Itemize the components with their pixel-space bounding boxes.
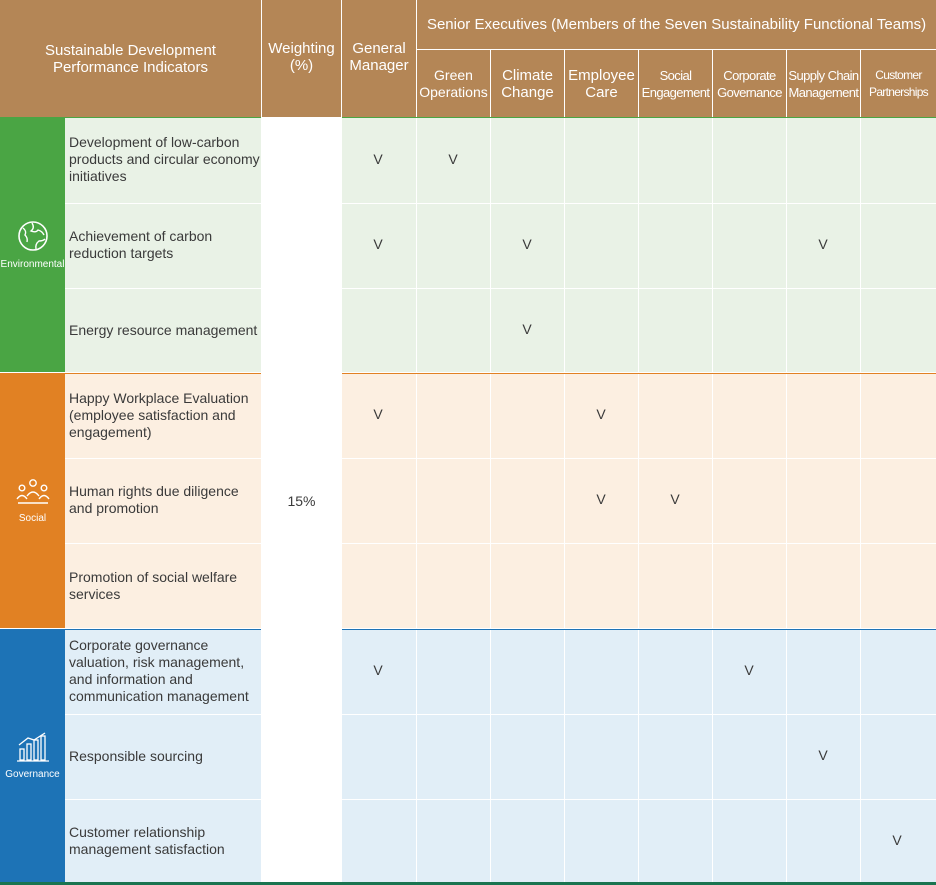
category-governance bbox=[0, 629, 65, 882]
category-band-marks bbox=[342, 117, 936, 372]
category-label: Environmental bbox=[0, 259, 65, 270]
responsibility-mark: V bbox=[596, 491, 606, 507]
row-separator bbox=[342, 458, 936, 459]
category-band-marks bbox=[342, 629, 936, 882]
column-separator bbox=[712, 118, 713, 372]
indicator-label: Customer relationship management satisfaction bbox=[69, 823, 225, 857]
column-separator bbox=[564, 630, 565, 882]
header-weighting: Weighting (%) bbox=[262, 0, 341, 117]
column-separator bbox=[786, 630, 787, 882]
responsibility-mark: V bbox=[892, 831, 902, 848]
header-team-green-operations: Green Operations bbox=[417, 50, 490, 117]
responsibility-mark: V bbox=[373, 150, 383, 167]
column-separator bbox=[416, 374, 417, 628]
header-team-customer-partnerships: Customer Partnerships bbox=[861, 50, 936, 117]
responsibility-mark: V bbox=[818, 747, 828, 763]
column-separator bbox=[490, 374, 491, 628]
column-separator bbox=[786, 118, 787, 372]
indicator-label: Corporate governance valuation, risk management, and information and communication management bbox=[69, 637, 249, 704]
responsibility-mark: V bbox=[670, 491, 680, 507]
column-separator bbox=[712, 630, 713, 882]
header-team-employee-care: Employee Care bbox=[565, 50, 638, 117]
responsibility-mark: V bbox=[744, 662, 754, 678]
header-team-social-engagement: Social Engagement bbox=[639, 50, 712, 117]
header-team-supply-chain-management: Supply Chain Management bbox=[787, 50, 860, 117]
category-social bbox=[0, 373, 65, 628]
category-label: Governance bbox=[5, 769, 60, 780]
row-separator bbox=[342, 203, 936, 204]
indicator-label: Promotion of social welfare services bbox=[69, 568, 238, 602]
column-separator bbox=[638, 630, 639, 882]
column-separator bbox=[638, 374, 639, 628]
responsibility-mark: V bbox=[522, 321, 532, 337]
column-separator bbox=[490, 118, 491, 372]
column-separator bbox=[416, 630, 417, 882]
column-separator bbox=[712, 374, 713, 628]
indicator-label: Development of low-carbon products and circular economy initiatives bbox=[69, 134, 260, 184]
column-separator bbox=[490, 630, 491, 882]
category-top-line bbox=[342, 629, 936, 630]
category-top-line bbox=[342, 373, 936, 374]
indicator-label: Human rights due diligence and promotion bbox=[69, 483, 239, 516]
column-separator bbox=[786, 374, 787, 628]
category-environmental bbox=[0, 117, 65, 372]
responsibility-mark: V bbox=[373, 662, 383, 678]
indicator-label: Responsible sourcing bbox=[69, 747, 203, 764]
people-group-icon bbox=[14, 477, 52, 507]
header-team-climate-change: Climate Change bbox=[491, 50, 564, 117]
weighting-value: 15% bbox=[287, 493, 316, 509]
column-separator bbox=[564, 118, 565, 372]
row-separator bbox=[342, 714, 936, 715]
responsibility-mark: V bbox=[522, 236, 532, 252]
category-top-line bbox=[342, 117, 936, 118]
category-label: Social bbox=[18, 513, 47, 524]
header-senior-executives: Senior Executives (Members of the Seven Sustainability Functional Teams) bbox=[417, 0, 936, 49]
weighting-value-cell bbox=[261, 117, 342, 885]
indicator-label: Energy resource management bbox=[69, 321, 258, 338]
column-separator bbox=[860, 374, 861, 628]
header-indicators: Sustainable Development Performance Indicators bbox=[0, 0, 261, 117]
row-separator bbox=[342, 288, 936, 289]
row-separator bbox=[342, 543, 936, 544]
column-separator bbox=[416, 118, 417, 372]
responsibility-mark: V bbox=[596, 406, 606, 422]
header-team-corporate-governance: Corporate Governance bbox=[713, 50, 786, 117]
growth-chart-icon bbox=[16, 731, 50, 763]
globe-icon bbox=[16, 219, 50, 253]
indicator-label: Happy Workplace Evaluation (employee satisfaction and engagement) bbox=[69, 389, 249, 440]
column-separator bbox=[860, 630, 861, 882]
header-general-manager: General Manager bbox=[342, 0, 416, 117]
responsibility-mark: V bbox=[373, 406, 383, 422]
category-band-marks bbox=[342, 373, 936, 628]
column-separator bbox=[638, 118, 639, 372]
row-separator bbox=[342, 799, 936, 800]
indicator-label: Achievement of carbon reduction targets bbox=[69, 228, 213, 261]
responsibility-mark: V bbox=[448, 150, 458, 167]
responsibility-mark: V bbox=[373, 236, 383, 252]
column-separator bbox=[564, 374, 565, 628]
responsibility-mark: V bbox=[818, 236, 828, 252]
column-separator bbox=[860, 118, 861, 372]
